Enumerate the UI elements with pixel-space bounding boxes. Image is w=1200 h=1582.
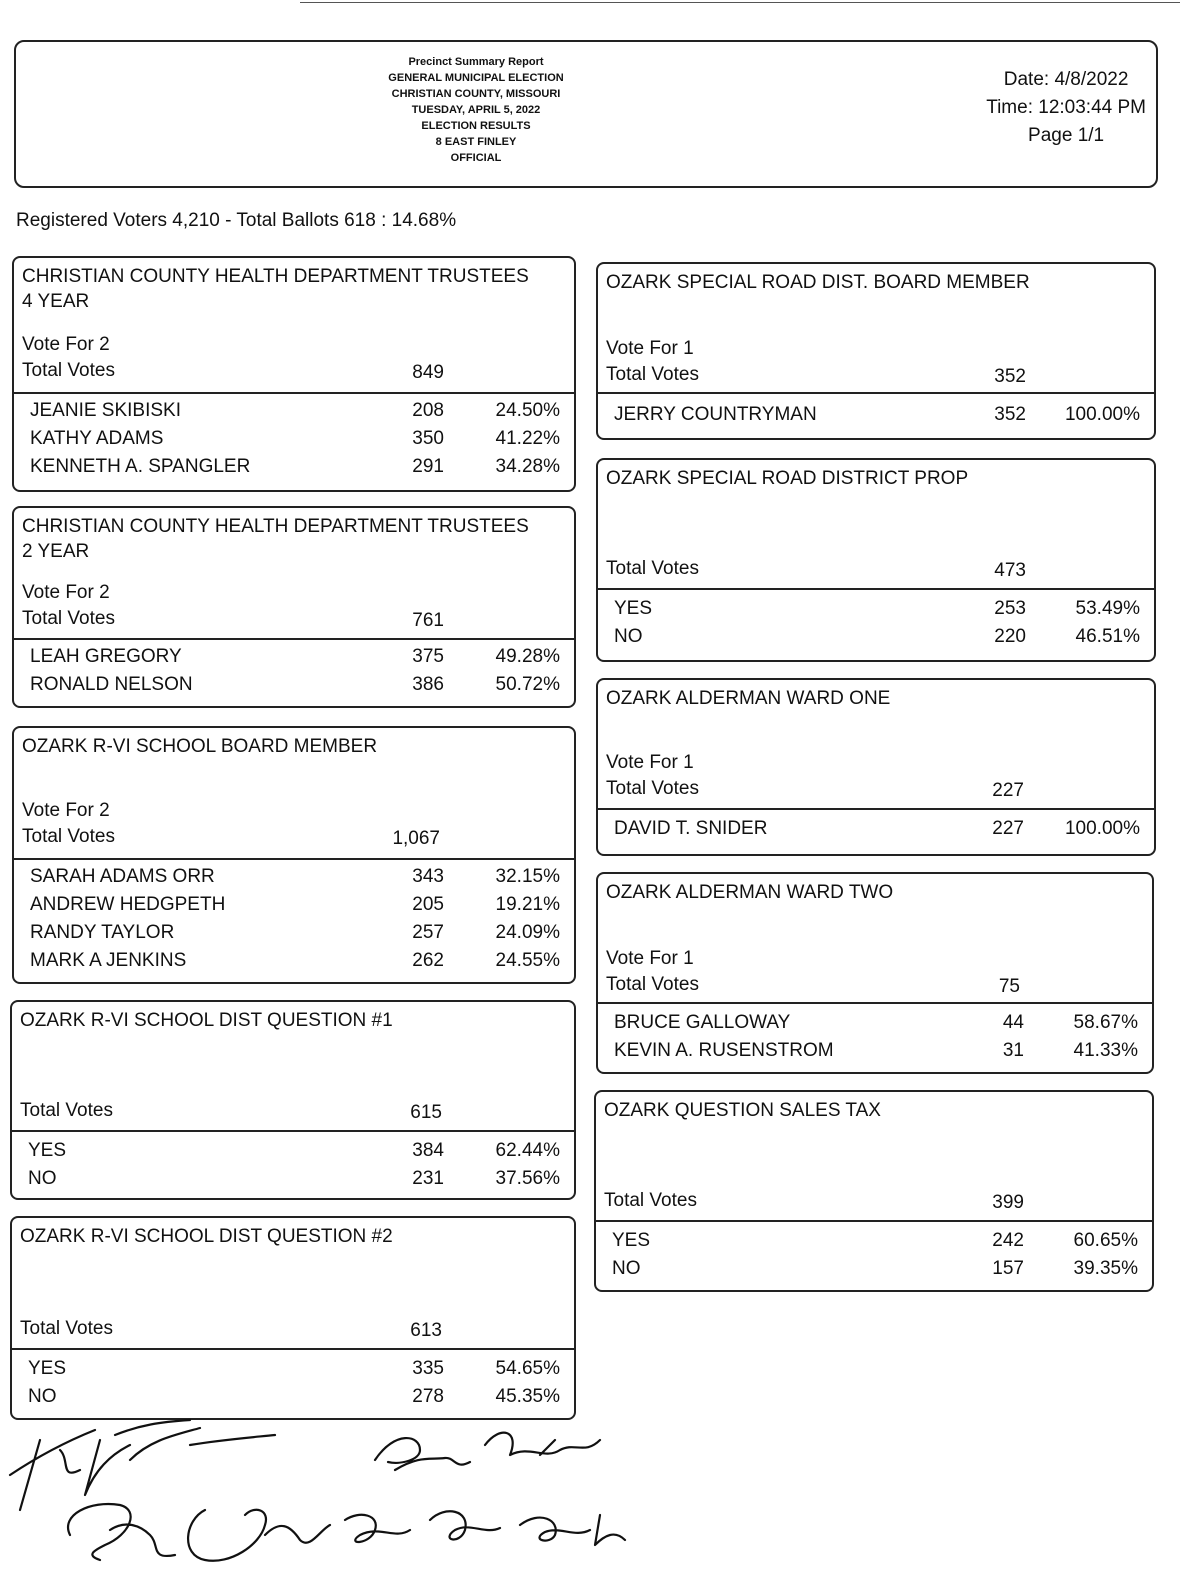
candidate-row	[14, 646, 574, 674]
contest-box	[12, 256, 576, 492]
candidate-name: BRUCE GALLOWAY	[614, 1012, 791, 1033]
candidate-percent: 60.65%	[1073, 1230, 1138, 1251]
vote-for-label: Vote For 2	[22, 582, 110, 603]
candidate-percent: 37.56%	[495, 1168, 560, 1189]
candidate-percent: 53.49%	[1075, 598, 1140, 619]
contest-title	[606, 686, 890, 711]
contest-title	[604, 1098, 881, 1123]
contest-title-line: OZARK SPECIAL ROAD DIST. BOARD MEMBER	[606, 272, 1030, 293]
candidate-votes: 205	[412, 894, 444, 915]
candidate-votes: 231	[412, 1168, 444, 1189]
divider	[598, 1002, 1152, 1004]
candidate-row	[14, 894, 574, 922]
contest-title-line: 4 YEAR	[22, 291, 90, 312]
contest-title	[606, 880, 893, 905]
candidate-votes: 253	[994, 598, 1026, 619]
candidate-name: DAVID T. SNIDER	[614, 818, 768, 839]
report-line: OFFICIAL	[450, 152, 502, 164]
report-line: GENERAL MUNICIPAL ELECTION	[388, 72, 564, 84]
total-votes-value: 613	[410, 1320, 442, 1341]
candidate-row	[14, 950, 574, 978]
report-title-block	[326, 54, 626, 166]
candidate-row	[598, 598, 1154, 626]
candidate-name: RONALD NELSON	[30, 674, 193, 695]
report-time: Time: 12:03:44 PM	[986, 97, 1146, 118]
divider	[598, 808, 1154, 810]
total-votes-label: Total Votes	[20, 1318, 113, 1339]
candidate-name: KATHY ADAMS	[30, 428, 164, 449]
total-votes-label: Total Votes	[606, 974, 699, 995]
candidate-percent: 41.22%	[495, 428, 560, 449]
report-line: Precinct Summary Report	[408, 56, 544, 68]
total-votes-label: Total Votes	[22, 608, 115, 629]
candidate-name: YES	[612, 1230, 651, 1251]
total-votes-value: 399	[992, 1192, 1024, 1213]
total-votes-value: 352	[994, 366, 1026, 387]
contest-box	[12, 506, 576, 708]
candidate-percent: 34.28%	[495, 456, 560, 477]
candidate-percent: 24.50%	[495, 400, 560, 421]
contest-box	[596, 678, 1156, 856]
vote-for-label: Vote For 1	[606, 338, 694, 359]
candidate-row	[14, 456, 574, 484]
contest-title	[22, 514, 529, 564]
candidate-votes: 386	[412, 674, 444, 695]
vote-for-label: Vote For 1	[606, 948, 694, 969]
contest-title	[606, 466, 968, 491]
contest-box	[596, 872, 1154, 1074]
total-votes-value: 227	[992, 780, 1024, 801]
candidate-row	[598, 1012, 1152, 1040]
total-votes-value: 75	[998, 976, 1020, 997]
candidate-name: KEVIN A. RUSENSTROM	[614, 1040, 834, 1061]
divider	[598, 588, 1154, 590]
signature-stroke	[68, 1504, 625, 1561]
candidate-row	[14, 866, 574, 894]
contest-title-line: 2 YEAR	[22, 541, 90, 562]
total-votes-value: 1,067	[392, 828, 440, 849]
contest-box	[10, 1000, 576, 1200]
report-header	[14, 40, 1158, 188]
candidate-percent: 32.15%	[495, 866, 560, 887]
report-line: CHRISTIAN COUNTY, MISSOURI	[391, 88, 561, 100]
candidate-name: ANDREW HEDGPETH	[30, 894, 226, 915]
registered-voters-summary: Registered Voters 4,210 - Total Ballots 618 : 14.68%	[16, 210, 457, 231]
signature-stroke	[10, 1420, 275, 1510]
candidate-votes: 350	[412, 428, 444, 449]
candidate-percent: 39.35%	[1073, 1258, 1138, 1279]
contest-title-line: OZARK ALDERMAN WARD TWO	[606, 882, 894, 903]
total-votes-value: 761	[412, 610, 444, 631]
report-date: Date: 4/8/2022	[1003, 69, 1129, 90]
total-votes-label: Total Votes	[606, 558, 699, 579]
candidate-votes: 375	[412, 646, 444, 667]
total-votes-label: Total Votes	[604, 1190, 697, 1211]
total-votes-label: Total Votes	[606, 364, 699, 385]
candidate-row	[596, 1258, 1152, 1286]
report-line: 8 EAST FINLEY	[435, 136, 517, 148]
candidate-name: YES	[28, 1358, 67, 1379]
candidate-votes: 291	[412, 456, 444, 477]
report-line: TUESDAY, APRIL 5, 2022	[411, 104, 541, 116]
divider	[12, 1130, 574, 1132]
candidate-percent: 19.21%	[495, 894, 560, 915]
divider	[14, 858, 574, 860]
candidate-row	[14, 400, 574, 428]
vote-for-label: Vote For 1	[606, 752, 694, 773]
contest-box	[596, 262, 1156, 440]
vote-for-label: Vote For 2	[22, 334, 110, 355]
divider	[14, 638, 574, 640]
candidate-row	[598, 1040, 1152, 1068]
candidate-name: KENNETH A. SPANGLER	[30, 456, 251, 477]
total-votes-label: Total Votes	[606, 778, 699, 799]
total-votes-label: Total Votes	[22, 360, 115, 381]
candidate-name: MARK A JENKINS	[30, 950, 187, 971]
candidate-name: NO	[614, 626, 643, 647]
candidate-name: NO	[612, 1258, 641, 1279]
candidate-row	[14, 428, 574, 456]
candidate-row	[598, 404, 1154, 432]
candidate-row	[12, 1358, 574, 1386]
divider	[596, 1220, 1152, 1222]
total-votes-label: Total Votes	[22, 826, 115, 847]
candidate-votes: 352	[994, 404, 1026, 425]
candidate-name: NO	[28, 1168, 57, 1189]
candidate-votes: 335	[412, 1358, 444, 1379]
contest-title	[22, 264, 529, 314]
candidate-votes: 220	[994, 626, 1026, 647]
candidate-row	[596, 1230, 1152, 1258]
divider	[14, 392, 574, 394]
candidate-percent: 50.72%	[495, 674, 560, 695]
candidate-votes: 44	[1002, 1012, 1024, 1033]
candidate-votes: 242	[992, 1230, 1024, 1251]
divider	[598, 392, 1154, 394]
candidate-percent: 58.67%	[1073, 1012, 1138, 1033]
candidate-percent: 45.35%	[495, 1386, 560, 1407]
candidate-name: YES	[614, 598, 653, 619]
candidate-votes: 262	[412, 950, 444, 971]
contest-title-line: OZARK SPECIAL ROAD DISTRICT PROP	[606, 468, 969, 489]
divider	[12, 1348, 574, 1350]
contest-title-line: CHRISTIAN COUNTY HEALTH DEPARTMENT TRUSTEES	[22, 266, 529, 287]
candidate-percent: 54.65%	[495, 1358, 560, 1379]
report-meta	[986, 66, 1146, 150]
report-line: ELECTION RESULTS	[421, 120, 531, 132]
total-votes-value: 849	[412, 362, 444, 383]
contest-title	[20, 1008, 393, 1033]
candidate-name: LEAH GREGORY	[30, 646, 182, 667]
candidate-votes: 343	[412, 866, 444, 887]
contest-title-line: OZARK R-VI SCHOOL DIST QUESTION #2	[20, 1226, 393, 1247]
contest-title-line: OZARK R-VI SCHOOL DIST QUESTION #1	[20, 1010, 393, 1031]
candidate-percent: 24.09%	[495, 922, 560, 943]
candidate-votes: 31	[1002, 1040, 1024, 1061]
vote-for-label: Vote For 2	[22, 800, 110, 821]
total-votes-value: 473	[994, 560, 1026, 581]
candidate-percent: 24.55%	[495, 950, 560, 971]
candidate-name: NO	[28, 1386, 57, 1407]
candidate-percent: 41.33%	[1073, 1040, 1138, 1061]
contest-box	[10, 1216, 576, 1420]
total-votes-value: 615	[410, 1102, 442, 1123]
total-votes-label: Total Votes	[20, 1100, 113, 1121]
contest-box	[596, 458, 1156, 662]
candidate-row	[14, 922, 574, 950]
candidate-votes: 257	[412, 922, 444, 943]
candidate-percent: 46.51%	[1075, 626, 1140, 647]
candidate-votes: 384	[412, 1140, 444, 1161]
contest-title	[20, 1224, 393, 1249]
contest-box	[594, 1090, 1154, 1292]
candidate-name: RANDY TAYLOR	[30, 922, 175, 943]
candidate-name: JERRY COUNTRYMAN	[614, 404, 817, 425]
contest-title-line: OZARK R-VI SCHOOL BOARD MEMBER	[22, 736, 378, 757]
candidate-votes: 278	[412, 1386, 444, 1407]
signature-stroke	[375, 1433, 600, 1470]
candidate-name: YES	[28, 1140, 67, 1161]
candidate-percent: 49.28%	[495, 646, 560, 667]
contest-title-line: CHRISTIAN COUNTY HEALTH DEPARTMENT TRUSTEES	[22, 516, 529, 537]
candidate-votes: 157	[992, 1258, 1024, 1279]
contest-box	[12, 726, 576, 984]
contest-title-line: OZARK ALDERMAN WARD ONE	[606, 688, 891, 709]
report-page: Page 1/1	[1028, 125, 1105, 146]
candidate-row	[14, 674, 574, 702]
candidate-percent: 100.00%	[1064, 818, 1140, 839]
candidate-percent: 62.44%	[495, 1140, 560, 1161]
contest-title	[22, 734, 377, 759]
candidate-percent: 100.00%	[1064, 404, 1140, 425]
candidate-votes: 208	[412, 400, 444, 421]
candidate-votes: 227	[992, 818, 1024, 839]
candidate-row	[12, 1140, 574, 1168]
candidate-row	[598, 626, 1154, 654]
contest-title	[606, 270, 1030, 295]
candidate-name: JEANIE SKIBISKI	[30, 400, 181, 421]
handwritten-signatures	[0, 1400, 700, 1580]
candidate-row	[12, 1168, 574, 1196]
contest-title-line: OZARK QUESTION SALES TAX	[604, 1100, 881, 1121]
candidate-row	[598, 818, 1154, 846]
candidate-name: SARAH ADAMS ORR	[30, 866, 215, 887]
top-edge-rule	[300, 2, 1180, 3]
